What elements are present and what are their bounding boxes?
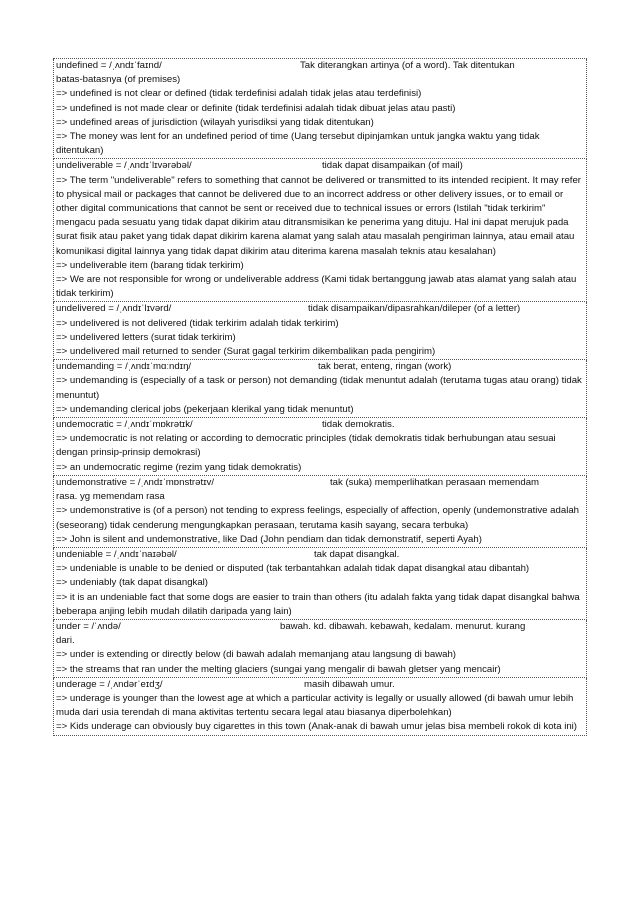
entry-headword-line [56,620,584,634]
entry-example: => undefined is not made clear or definite (tidak terdefinisi adalah tidak dibuat jelas atau pasti) [56,102,456,114]
entry-meaning-continuation: dari. [56,635,75,647]
entry-example: => under is extending or directly below (di bawah adalah memanjang atau langsung di bawah) [56,649,456,661]
entry-short-meaning: tidak disampaikan/dipasrahkan/dileper (of a letter) [308,303,521,315]
dictionary-entry [53,302,587,360]
entry-example: => undeniably (tak dapat disangkal) [56,577,209,589]
entry-headword: under = /ˈʌndə/ [56,620,121,632]
entry-example: => undeliverable item (barang tidak terkirim) [56,259,244,271]
entry-headword: undefined = /ˌʌndɪˈfaɪnd/ [56,60,162,71]
entry-meaning-continuation: rasa. yg memendam rasa [56,491,165,503]
entry-example: => undeniable is unable to be denied or disputed (tak terbantahkan adalah tidak dapat disangkal atau dibantah) [56,563,530,575]
dictionary-entry [53,360,587,418]
entry-headword: undemocratic = /ˌʌndɪˈmɒkrətɪk/ [56,419,193,431]
entry-short-meaning: masih dibawah umur. [304,678,395,690]
entry-example: => the streams that ran under the melting glaciers (sungai yang mengalir di bawah gletser yang mencair) [56,663,501,675]
entry-example: => undemonstrative is (of a person) not tending to express feelings, especially of affection, openly (undemonstrative adalah (seseorang) tidak cenderung mengungkapkan perasaan, terutama kasih sayang, secara terbuka) [56,505,582,531]
entry-short-meaning: tak dapat disangkal. [314,548,400,560]
entry-headword: underage = /ˌʌndərˈeɪdʒ/ [56,678,163,690]
entry-headword-line [56,302,584,316]
entry-example: => undemanding is (especially of a task or person) not demanding (tidak menuntut adalah (terutama tugas atau orang) tidak menuntut) [56,375,585,401]
entry-short-meaning: tak berat, enteng, ringan (work) [318,361,452,373]
entry-example: => We are not responsible for wrong or undeliverable address (Kami tidak bertanggung jawab atas alamat yang salah atau tidak terkirim) [56,274,580,300]
dictionary-entry [53,159,587,302]
dictionary-entry [53,678,587,736]
entry-example: => Kids underage can obviously buy cigarettes in this town (Anak-anak di bawah umur jelas bisa membeli rokok di kota ini) [56,721,577,733]
entry-short-meaning: Tak diterangkan artinya (of a word). Tak ditentukan [300,60,515,71]
entry-example: => undefined areas of jurisdiction (wilayah yurisdiksi yang tidak ditentukan) [56,116,374,128]
dictionary-entry [53,418,587,476]
entry-example: => undemanding clerical jobs (pekerjaan klerikal yang tidak menuntut) [56,403,354,415]
entry-short-meaning: tidak dapat disampaikan (of mail) [322,160,463,172]
entry-example: => it is an undeniable fact that some dogs are easier to train than others (itu adalah fakta yang tidak dapat disangkal bahwa beberapa anjing lebih mudah dilatih daripada yang lain) [56,591,583,617]
entry-headword-line [56,548,584,562]
entry-example: => an undemocratic regime (rezim yang tidak demokratis) [56,461,302,473]
entry-example: => The money was lent for an undefined period of time (Uang tersebut dipinjamkan untuk jangka waktu yang tidak ditentukan) [56,131,543,157]
dictionary-entry [53,548,587,620]
entry-example: => undemocratic is not relating or according to democratic principles (tidak demokratis tidak berhubungan atau sesuai dengan prinsip-prinsip demokrasi) [56,433,559,459]
entry-example: => John is silent and undemonstrative, like Dad (John pendiam dan tidak demonstratif, seperti Ayah) [56,533,482,545]
dictionary-entry [53,620,587,678]
entry-example: => undefined is not clear or defined (tidak terdefinisi adalah tidak jelas atau terdefinisi) [56,88,422,100]
entry-headword-line [56,418,584,432]
entry-headword-line [56,360,584,374]
entry-example: => underage is younger than the lowest age at which a particular activity is legally or usually allowed (di bawah umur lebih muda dari usia terendah di mana aktivitas tertentu secara legal atau biasanya diperbolehkan) [56,692,576,719]
entry-meaning-continuation: batas-batasnya (of premises) [56,74,181,86]
entry-headword: undeliverable = /ˌʌndɪˈlɪvərəbəl/ [56,160,192,172]
entry-headword: undemanding = /ˌʌndɪˈmɑːndɪŋ/ [56,361,192,373]
entry-example: => undelivered letters (surat tidak terkirim) [56,331,236,343]
entry-headword-line [56,59,584,73]
entry-headword: undelivered = /ˌʌndɪˈlɪvərd/ [56,303,172,315]
entry-example: => undelivered is not delivered (tidak terkirim adalah tidak terkirim) [56,317,339,329]
entry-headword: undemonstrative = /ˌʌndɪˈmɒnstrətɪv/ [56,476,214,488]
dictionary-document [53,58,587,736]
entry-headword-line [56,678,584,692]
entry-short-meaning: tidak demokratis. [322,419,395,431]
entry-example: => undelivered mail returned to sender (Surat gagal terkirim dikembalikan pada pengirim) [56,346,436,358]
dictionary-entry [53,59,587,159]
entry-headword-line [56,476,584,490]
entry-example: => The term "undeliverable" refers to something that cannot be delivered or transmitted to its intended recipient. It may refer to physical mail or packages that cannot be delivered due to an incorrect address or other delivery issues, or to email or other digital communications that cannot be sent or received due to technical issues or errors (Istilah "tidak terkirim" mengacu pada sesuatu yang tidak dapat dikirim atau ditransmisikan ke penerima yang dituju. Hal ini dapat merujuk pada surat fisik atau paket yang tidak dapat dikirim karena alamat yang salah atau masalah pengiriman lainnya, atau email atau komunikasi digital lainnya yang tidak dapat dikirim atau diterima karena masalah teknis atau kesalahan) [56,174,584,257]
dictionary-entry [53,476,587,548]
entry-short-meaning: tak (suka) memperlihatkan perasaan memendam [330,476,540,488]
entry-short-meaning: bawah. kd. dibawah. kebawah, kedalam. menurut. kurang [280,620,526,632]
entry-headword-line [56,159,584,173]
entry-headword: undeniable = /ˌʌndɪˈnaɪəbəl/ [56,548,177,560]
